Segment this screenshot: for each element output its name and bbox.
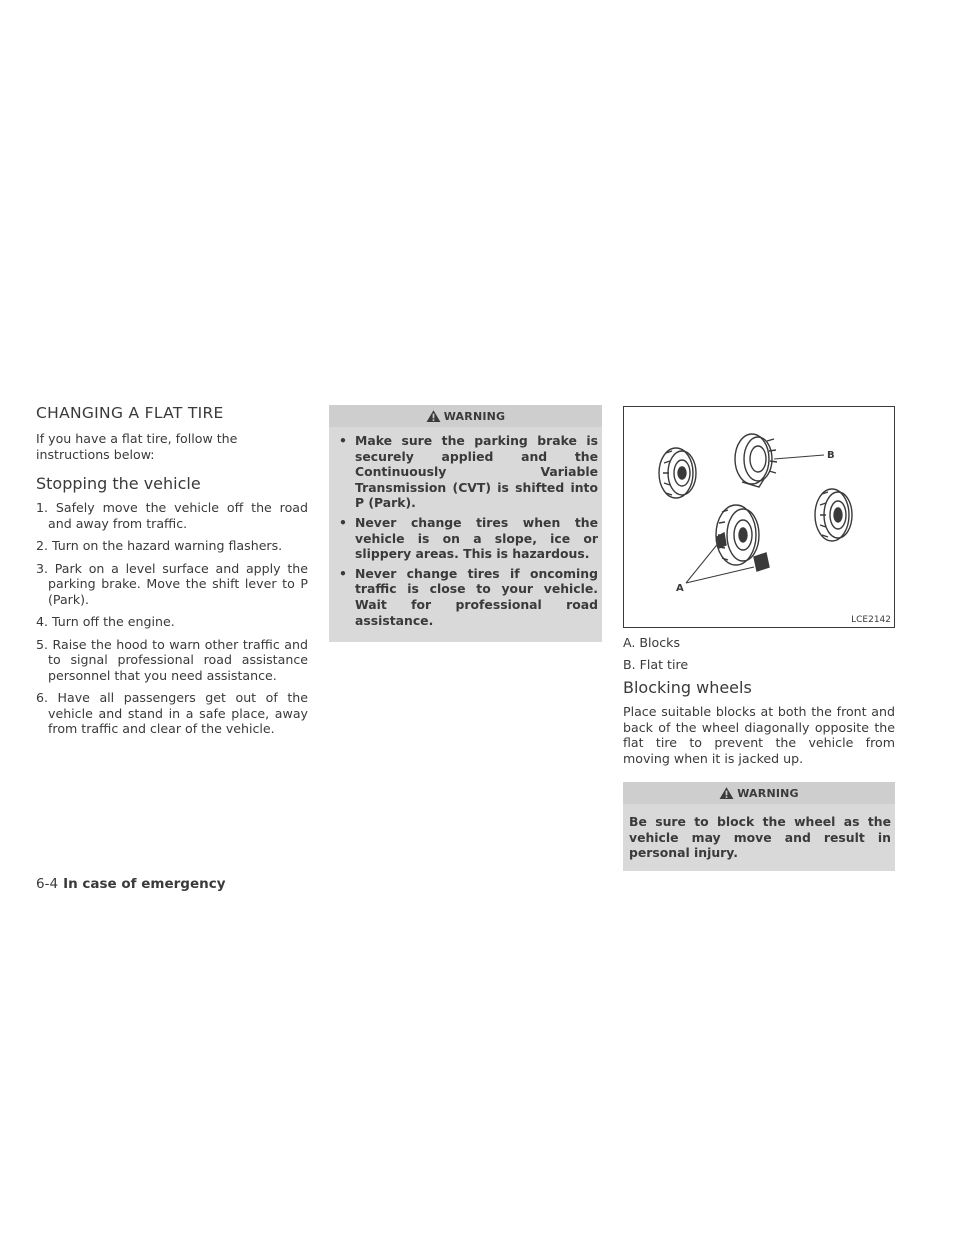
warning-triangle-icon bbox=[719, 786, 734, 800]
step-item: 4. Turn off the engine. bbox=[36, 614, 175, 629]
blocking-text: Place suitable blocks at both the front and back of the wheel diagonally opposite the flat tire to prevent the vehicle from moving when it is jacked up. bbox=[623, 704, 895, 766]
step-item: 5. Raise the hood to warn other traffic and to signal professional road assistance personnel that you need assistance. bbox=[36, 636, 308, 683]
bullet-icon: • bbox=[339, 433, 347, 448]
blocking-title: Blocking wheels bbox=[623, 678, 752, 697]
warning-box-parking bbox=[329, 405, 602, 642]
middle-column bbox=[329, 405, 602, 642]
figure-captions bbox=[623, 632, 895, 676]
step-item: 1. Safely move the vehicle off the road and away from traffic. bbox=[36, 500, 308, 531]
page-footer bbox=[36, 876, 226, 892]
right-column bbox=[623, 406, 895, 871]
step-item: 3. Park on a level surface and apply the parking brake. Move the shift lever to P (Park). bbox=[36, 560, 308, 607]
section-title: CHANGING A FLAT TIRE bbox=[36, 404, 224, 422]
stopping-title: Stopping the vehicle bbox=[36, 474, 201, 493]
warning-box-blocking bbox=[623, 782, 895, 871]
chapter-title: In case of emergency bbox=[63, 876, 226, 892]
step-item: 6. Have all passengers get out of the vehicle and stand in a safe place, away from traffic and clear of the vehicle. bbox=[36, 690, 308, 736]
wheel-blocks-illustration bbox=[623, 406, 895, 628]
caption-a: A. Blocks bbox=[623, 635, 681, 650]
bullet-icon: • bbox=[339, 565, 347, 581]
warning-text: Be sure to block the wheel as the vehicle may move and result in personal injury. bbox=[629, 814, 891, 861]
warning-label: WARNING bbox=[443, 409, 506, 423]
step-item: 2. Turn on the hazard warning flashers. bbox=[36, 538, 283, 553]
warning-item: • Never change tires when the vehicle is on a slope, ice or slippery areas. This is hazardous. bbox=[339, 514, 598, 562]
stopping-steps bbox=[36, 500, 308, 737]
warning-label: WARNING bbox=[737, 786, 799, 800]
figure-code: LCE2142 bbox=[851, 615, 891, 625]
bullet-icon: • bbox=[339, 514, 347, 530]
warning-header bbox=[329, 405, 602, 427]
warning-item: • Make sure the parking brake is securely applied and the Continuously Variable Transmission (CVT) is shifted into P (Park). bbox=[339, 433, 598, 511]
warning-triangle-icon bbox=[426, 409, 441, 423]
caption-b: B. Flat tire bbox=[623, 657, 689, 672]
label-a: A bbox=[676, 583, 684, 594]
warning-list bbox=[335, 433, 598, 628]
label-b: B bbox=[827, 450, 835, 461]
page-number: 6-4 bbox=[36, 876, 59, 892]
tires-drawing bbox=[624, 407, 894, 627]
intro-text: If you have a flat tire, follow the instructions below: bbox=[36, 431, 238, 462]
warning-item: • Never change tires if oncoming traffic is close to your vehicle. Wait for professional road assistance. bbox=[339, 565, 598, 628]
left-column bbox=[36, 404, 308, 744]
warning-header bbox=[623, 782, 895, 804]
